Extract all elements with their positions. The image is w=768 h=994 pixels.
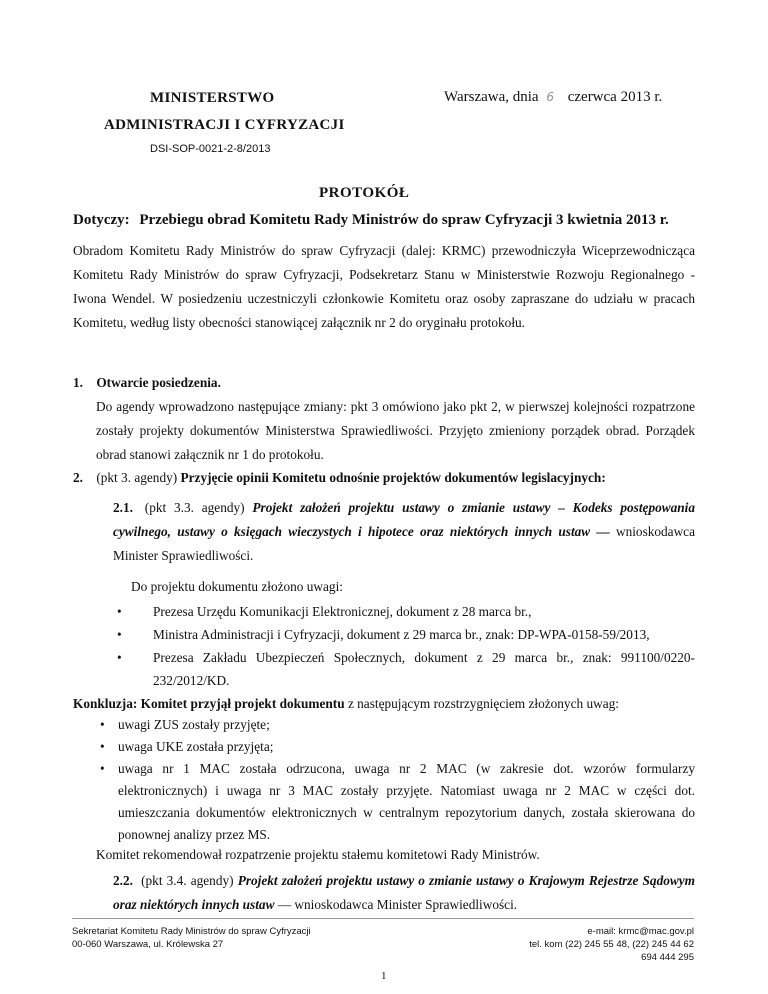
item-2-2-heading [113, 869, 695, 917]
section-2-title: Przyjęcie opinii Komitetu odnośnie projektów dokumentów legislacyjnych: [180, 470, 606, 485]
section-2-heading [73, 466, 703, 490]
list-item: • Prezesa Zakładu Ubezpieczeń Społecznych, dokument z 29 marca br., znak: 991100/0220-232/2012/KD. [113, 646, 695, 692]
conclusion-label: Konkluzja: [73, 696, 138, 711]
conclusion-bold: Komitet przyjął projekt dokumentu [140, 696, 345, 711]
intro-paragraph: Obradom Komitetu Rady Ministrów do spraw Cyfryzacji (dalej: KRMC) przewodniczyła Wiceprzewodnicząca Komitetu Rady Ministrów do spraw Cyfryzacji, Podsekretarz Stanu w Ministerstwie Rozwoju Regionalnego - Iwona Wendel. W posiedzeniu uczestniczyli członkowie Komitetu oraz osoby zapraszane do udziału w pracach Komitetu, według listy obecności stanowiącej załącznik nr 2 do oryginału protokołu. [73, 243, 695, 330]
item-2-2-applicant: — wnioskodawca Minister Sprawiedliwości. [277, 897, 518, 912]
item-2-2-prefix: (pkt 3.4. agendy) [141, 873, 234, 888]
section-1-number: 1. [73, 375, 83, 390]
footer-secretariat: Sekretariat Komitetu Rady Ministrów do spraw Cyfryzacji [72, 926, 311, 937]
footer-email: e-mail: krmc@mac.gov.pl [587, 926, 694, 937]
subject-line [73, 212, 669, 229]
footer-right [529, 925, 694, 964]
reference-number: DSI-SOP-0021-2-8/2013 [150, 143, 271, 155]
conclusion-points [96, 714, 695, 846]
footer-phone: tel. kom (22) 245 55 48, (22) 245 44 62 [529, 939, 694, 950]
item-2-1-remarks-list [113, 600, 695, 692]
section-2-prefix: (pkt 3. agendy) [96, 470, 178, 485]
page-number: 1 [381, 970, 387, 982]
date-prefix: Warszawa, dnia [444, 89, 539, 105]
ministry-name-line2: ADMINISTRACJI I CYFRYZACJI [104, 117, 345, 133]
list-item: • Ministra Administracji i Cyfryzacji, dokument z 29 marca br., znak: DP-WPA-0158-59/2013, [113, 623, 695, 646]
footer-mobile: 694 444 295 [641, 952, 694, 963]
list-item: • uwaga nr 1 MAC została odrzucona, uwaga nr 2 MAC (w zakresie dot. wzorów formularzy elektronicznych) i uwaga nr 3 MAC zostały przyjęte. Natomiast uwaga nr 2 MAC w części dot. umieszczania dokumentów elektronicznych w centralnym repozytorium danych, została skierowana do ponownej analizy przez MS. [96, 758, 695, 846]
section-1-title: Otwarcie posiedzenia. [96, 375, 221, 390]
item-2-1-heading [113, 496, 695, 568]
document-title: PROTOKÓŁ [319, 185, 410, 201]
item-2-1-remarks-intro: Do projektu dokumentu złożono uwagi: [131, 579, 343, 594]
item-2-2-number: 2.2. [113, 873, 133, 888]
section-1-text: Do agendy wprowadzono następujące zmiany: pkt 3 omówiono jako pkt 2, w pierwszej kolejności rozpatrzone zostały projekty dokumentów Ministerstwa Sprawiedliwości. Przyjęto zmieniony porządek obrad. Porządek obrad stanowi załącznik nr 1 do protokołu. [96, 399, 695, 462]
footer-address: 00-060 Warszawa, ul. Królewska 27 [72, 939, 224, 950]
item-2-1-prefix: (pkt 3.3. agendy) [144, 500, 245, 515]
list-item: • Prezesa Urzędu Komunikacji Elektronicznej, dokument z 28 marca br., [113, 600, 695, 623]
conclusion-line [73, 692, 703, 716]
item-2-1-title: Projekt założeń projektu ustawy o zmianie ustawy – Kodeks postępowania cywilnego, ustawy o księgach wieczystych i hipotece oraz niektórych innych ustaw — [113, 500, 695, 539]
item-2-1-number: 2.1. [113, 500, 133, 515]
subject-text: Przebiegu obrad Komitetu Rady Ministrów do spraw Cyfryzacji 3 kwietnia 2013 r. [139, 212, 669, 228]
ministry-name-line1: MINISTERSTWO [150, 90, 275, 106]
footer-left [72, 925, 311, 951]
date-line [444, 89, 662, 106]
conclusion-rest: z następującym rozstrzygnięciem złożonych uwag: [347, 696, 619, 711]
conclusion-recommendation: Komitet rekomendował rozpatrzenie projektu stałemu komitetowi Rady Ministrów. [96, 847, 540, 862]
section-2-number: 2. [73, 470, 83, 485]
list-item: • uwaga UKE została przyjęta; [96, 736, 695, 758]
subject-label: Dotyczy: [73, 212, 130, 228]
date-suffix: czerwca 2013 r. [567, 89, 663, 105]
date-day-handwritten: 6 [546, 90, 554, 104]
list-item: • uwagi ZUS zostały przyjęte; [96, 714, 695, 736]
footer-divider [72, 918, 694, 919]
item-2-1-applicant: wnioskodawca Minister Sprawiedliwości. [113, 524, 695, 563]
item-2-2-title: Projekt założeń projektu ustawy o zmianie ustawy o Krajowym Rejestrze Sądowym oraz niektórych innych ustaw [113, 873, 695, 912]
section-1-heading [73, 371, 695, 395]
